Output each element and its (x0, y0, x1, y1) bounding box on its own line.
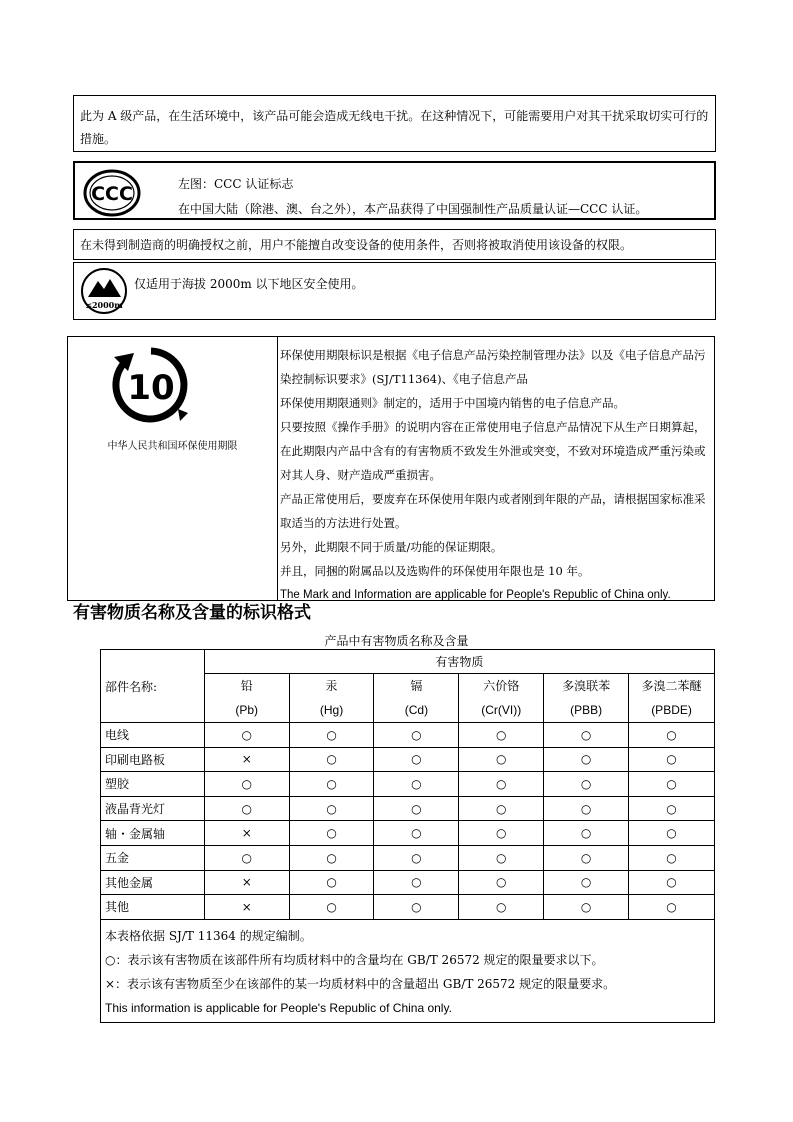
table-row (101, 772, 715, 797)
substance-mark-cell: ○ (459, 870, 544, 895)
substance-mark-cell: ○ (629, 895, 715, 920)
substance-symbol: (Cr(VI)) (481, 703, 522, 717)
substance-mark-cell: ○ (459, 723, 544, 748)
substance-symbol: (PBDE) (651, 703, 692, 717)
substance-name: 多溴联苯 (562, 679, 611, 693)
substance-mark-cell: ○ (544, 895, 629, 920)
substance-mark-cell: ○ (629, 747, 715, 772)
part-name-cell: 液晶背光灯 (101, 796, 205, 821)
substance-mark-cell: ○ (374, 723, 459, 748)
substance-mark-cell: ○ (629, 723, 715, 748)
substance-mark-cell: × (204, 870, 289, 895)
substance-mark-cell: ○ (629, 870, 715, 895)
substance-mark-cell: ○ (374, 821, 459, 846)
ccc-certification-box (73, 161, 716, 220)
substance-mark-cell: ○ (289, 821, 374, 846)
class-a-notice (73, 95, 716, 152)
substance-mark-cell: ○ (544, 821, 629, 846)
substance-mark-cell: ○ (374, 747, 459, 772)
table-row (101, 870, 715, 895)
substance-name: 多溴二苯醚 (641, 679, 702, 693)
modification-notice-text: 在未得到制造商的明确授权之前，用户不能擅自改变设备的使用条件，否则将被取消使用该设备的权限。 (80, 238, 633, 252)
substance-mark-cell: ○ (289, 796, 374, 821)
ccc-description: 在中国大陆（除港、澳、台之外），本产品获得了中国强制性产品质量认证—CCC 认证。 (178, 202, 648, 216)
env-paragraph: 只要按照《操作手册》的说明内容在正常使用电子信息产品情况下从生产日期算起，在此期限内产品中含有的有害物质不致发生外泄或突变，不致对环境造成严重污染或对其人身、财产造成严重损害。 (280, 420, 706, 482)
substance-name: 汞 (325, 679, 338, 693)
substance-mark-cell: ○ (204, 772, 289, 797)
substance-mark-cell: ○ (289, 747, 374, 772)
env-description (280, 343, 710, 607)
epup-10-icon (106, 343, 196, 432)
env-paragraph-english: The Mark and Information are applicable for People's Republic of China only. (280, 589, 671, 601)
table-row (101, 821, 715, 846)
substance-mark-cell: × (204, 821, 289, 846)
substance-mark-cell: ○ (459, 845, 544, 870)
substance-mark-cell: ○ (544, 870, 629, 895)
part-name-cell: 印刷电路板 (101, 747, 205, 772)
ccc-logo-letters: CCC (91, 183, 133, 205)
substance-symbol: (Cd) (404, 703, 429, 717)
substance-mark-cell: × (204, 747, 289, 772)
substance-mark-cell: ○ (374, 895, 459, 920)
substance-header (204, 674, 289, 723)
altitude-text: 仅适用于海拔 2000m 以下地区安全使用。 (134, 277, 364, 291)
hazard-table-caption: 产品中有害物质名称及含量 (324, 634, 469, 648)
part-name-cell: 电线 (101, 723, 205, 748)
table-row (101, 796, 715, 821)
substance-mark-cell: ○ (204, 796, 289, 821)
substance-mark-cell: ○ (544, 747, 629, 772)
substance-symbol: (Pb) (235, 703, 259, 717)
table-row (101, 845, 715, 870)
ccc-logo-icon (83, 169, 141, 220)
table-note: This information is applicable for People's Republic of China only. (105, 1000, 452, 1015)
class-a-notice-text: 此为 A 级产品，在生活环境中，该产品可能会造成无线电干扰。在这种情况下，可能需要用户对其干扰采取切实可行的措施。 (80, 109, 709, 146)
substance-mark-cell: ○ (544, 845, 629, 870)
env-paragraph: 环保使用期限通则》制定的，适用于中国境内销售的电子信息产品。 (280, 396, 625, 410)
substance-mark-cell: ○ (544, 723, 629, 748)
env-paragraph: 环保使用期限标识是根据《电子信息产品污染控制管理办法》以及《电子信息产品污染控制标识要求》(SJ/T11364)、《电子信息产品 (280, 348, 706, 386)
substance-mark-cell: ○ (459, 895, 544, 920)
substance-mark-cell: ○ (629, 821, 715, 846)
substance-header (289, 674, 374, 723)
substance-mark-cell: ○ (374, 796, 459, 821)
env-logo-caption: 中华人民共和国环保使用期限 (107, 441, 238, 452)
substance-mark-cell: ○ (459, 821, 544, 846)
altitude-box (73, 262, 716, 320)
substance-mark-cell: ○ (459, 747, 544, 772)
part-name-cell: 五金 (101, 845, 205, 870)
substance-name: 镉 (410, 679, 423, 693)
part-name-cell: 塑胶 (101, 772, 205, 797)
substance-group-header: 有害物质 (204, 650, 714, 674)
part-name-cell: 轴・金属轴 (101, 821, 205, 846)
substance-mark-cell: ○ (629, 796, 715, 821)
substance-mark-cell: ○ (544, 772, 629, 797)
substance-mark-cell: ○ (204, 845, 289, 870)
substance-header (374, 674, 459, 723)
substance-name: 六价铬 (483, 679, 520, 693)
epup-number: 10 (127, 368, 175, 408)
substance-mark-cell: ○ (289, 895, 374, 920)
table-row (101, 723, 715, 748)
table-row (101, 895, 715, 920)
modification-notice (73, 229, 716, 260)
part-name-header: 部件名称: (101, 650, 205, 723)
substance-mark-cell: ○ (374, 772, 459, 797)
table-note: 本表格依据 SJ/T 11364 的规定编制。 (105, 928, 312, 943)
ccc-caption: 左图：CCC 认证标志 (178, 177, 294, 191)
altitude-mountain-icon (80, 267, 128, 318)
substance-header (544, 674, 629, 723)
substance-header (459, 674, 544, 723)
table-notes (101, 919, 715, 1022)
substance-mark-cell: ○ (374, 870, 459, 895)
substance-mark-cell: ○ (289, 723, 374, 748)
env-paragraph: 另外，此期限不同于质量/功能的保证期限。 (280, 540, 503, 554)
substance-mark-cell: ○ (289, 772, 374, 797)
part-name-cell: 其他金属 (101, 870, 205, 895)
hazard-heading: 有害物质名称及含量的标识格式 (73, 603, 311, 623)
substance-mark-cell: ○ (459, 796, 544, 821)
substance-symbol: (Hg) (319, 703, 344, 717)
part-name-cell: 其他 (101, 895, 205, 920)
env-paragraph: 产品正常使用后，要废弃在环保使用年限内或者刚到年限的产品，请根据国家标准采取适当的方法进行处置。 (280, 492, 706, 530)
substance-mark-cell: ○ (204, 723, 289, 748)
substance-mark-cell: ○ (289, 845, 374, 870)
table-note: ○：表示该有害物质在该部件所有均质材料中的含量均在 GB/T 26572 规定的限量要求以下。 (105, 952, 604, 967)
table-notes-row (101, 919, 715, 1022)
table-row (101, 747, 715, 772)
substance-mark-cell: ○ (629, 772, 715, 797)
environmental-mark-table (67, 336, 715, 601)
substance-mark-cell: ○ (459, 772, 544, 797)
substance-name: 铅 (240, 679, 253, 693)
substance-mark-cell: ○ (374, 845, 459, 870)
table-note: ×：表示该有害物质至少在该部件的某一均质材料中的含量超出 GB/T 26572 规定的限量要求。 (105, 976, 616, 991)
env-paragraph: 并且，同捆的附属品以及选购件的环保使用年限也是 10 年。 (280, 564, 590, 578)
substance-mark-cell: ○ (289, 870, 374, 895)
substance-header (629, 674, 715, 723)
altitude-logo-text: ≤2000m (85, 300, 123, 310)
substance-symbol: (PBB) (570, 703, 603, 717)
substance-mark-cell: ○ (629, 845, 715, 870)
substance-mark-cell: × (204, 895, 289, 920)
substance-mark-cell: ○ (544, 796, 629, 821)
env-logo-cell (68, 337, 278, 600)
hazard-table (100, 649, 715, 1023)
